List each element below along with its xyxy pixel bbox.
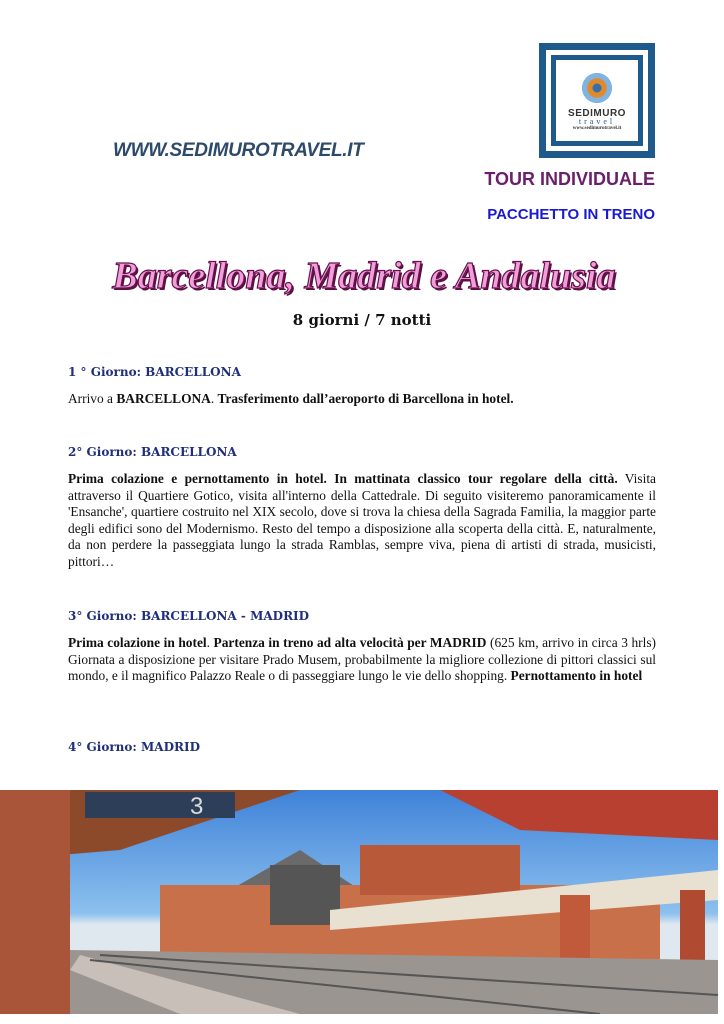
day-text: Prima colazione e pernottamento in hotel. In mattinata classico tour regolare della città. Visita attraverso il Quartiere Gotico, visita all'interno della Cattedrale. Di seguito visiteremo panoramicamente il 'Ensanche', quartiere costruito nel XIX secolo, dove si trova la chiesa della Sagrada Familia, la maggior parte degli edifici sono del Modernismo. Resto del tempo a disposizione alla scoperta della città. E, naturalmente, da non perdere la passeggiata lungo la strada Ramblas, sempre viva, piena di artisti di strada, musicisti, pittori… [68,471,656,569]
day-heading: 4° Giorno: MADRID [68,740,200,754]
logo-url: www.sedimurotravel.it [572,125,622,131]
logo-sub: travel [578,116,616,126]
tour-type: TOUR INDIVIDUALE [484,169,655,189]
station-illustration [0,790,718,1014]
page-title: Barcellona, Madrid e Andalusia [112,255,616,297]
day-text: Arrivo a BARCELLONA. Trasferimento dall’aeroporto di Barcellona in hotel. [68,391,514,406]
train-station-photo [0,790,718,1014]
day-text: Prima colazione in hotel. Partenza in treno ad alta velocità per MADRID (625 km, arrivo in circa 3 hrls) Giornata a disposizione per visitare Prado Musem, probabilmente la migliore collezione di pittori classici sul mondo, e il magnifico Palazzo Reale o di passeggiare lungo le vie dello shopping. Pernottamento in hotel [68,635,656,684]
duration: 8 giorni / 7 notti [292,311,432,329]
rosette-icon [580,71,614,105]
logo-brand: SEDIMURO [568,107,626,119]
platform-number: 3 [190,793,204,820]
day-heading: 1 ° Giorno: BARCELLONA [68,365,241,379]
day-heading: 3° Giorno: BARCELLONA - MADRID [68,609,310,623]
website-link[interactable]: WWW.SEDIMUROTRAVEL.IT [113,140,364,161]
logo [539,43,655,158]
package-type: PACCHETTO IN TRENO [487,206,655,223]
day-heading: 2° Giorno: BARCELLONA [68,445,237,459]
